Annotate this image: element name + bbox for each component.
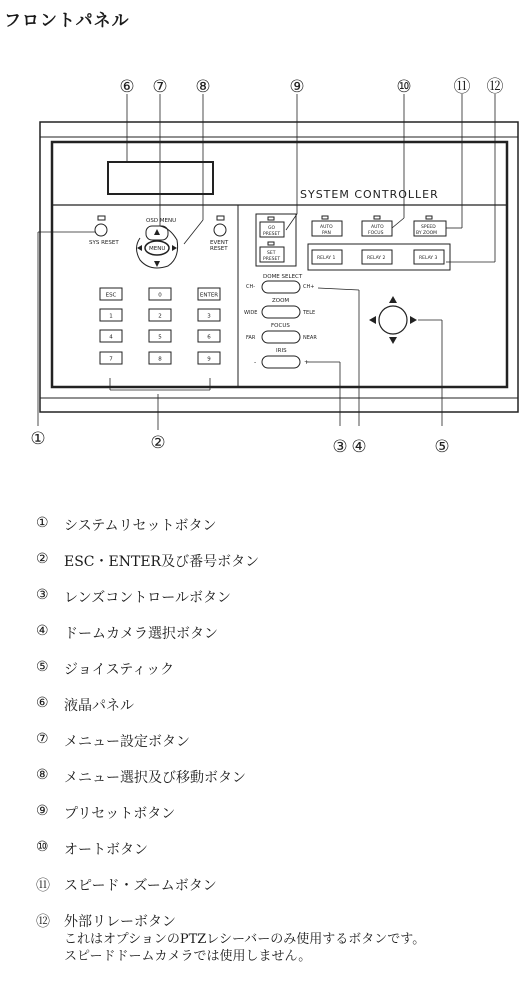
- legend-item-12: ⑫ 外部リレーボタン これはオプションのPTZレシーバーのみ使用するボタンです。 スピードドームカメラでは使用しません。: [36, 914, 426, 964]
- legend-item-11: ⑪ スピード・ズームボタン: [36, 878, 217, 894]
- relay2-label: RELAY 2: [367, 256, 386, 261]
- set-preset-label-1: SET: [267, 251, 276, 256]
- legend-item-9: ⑨ プリセットボタン: [36, 803, 176, 822]
- zoom-button[interactable]: [262, 306, 300, 318]
- callout-number: ⑫: [486, 77, 504, 97]
- callout-number: ⑨: [289, 77, 305, 97]
- wide-label: WIDE: [244, 310, 258, 316]
- key-label: 6: [207, 334, 211, 341]
- focus-button[interactable]: [262, 331, 300, 343]
- sys-reset-label: SYS RESET: [89, 240, 119, 246]
- event-reset-button[interactable]: [214, 224, 226, 236]
- osd-menu-label: OSD MENU: [146, 218, 177, 224]
- number-keypad: [100, 288, 220, 364]
- page-title: フロントパネル: [4, 11, 130, 31]
- auto-focus-label-2: FOCUS: [368, 231, 384, 236]
- lcd-panel: [108, 162, 213, 194]
- callout-number: ⑥: [119, 77, 135, 97]
- callouts: [30, 77, 503, 457]
- sys-reset-led: [98, 216, 105, 220]
- iris-button[interactable]: [262, 356, 300, 368]
- arrow-right-icon: [172, 245, 177, 251]
- panel-header-text: SYSTEM CONTROLLER: [300, 188, 439, 201]
- focus-label: FOCUS: [271, 323, 290, 329]
- callout-number: ③: [332, 437, 348, 457]
- speed-zoom-label-1: SPEED: [421, 225, 436, 230]
- legend-list: [36, 515, 516, 965]
- arrow-left-icon: [137, 245, 142, 251]
- legend-item-7: ⑦ メニュー設定ボタン: [36, 731, 190, 750]
- dome-select-button[interactable]: [262, 281, 300, 293]
- joystick-right-icon: [410, 316, 417, 324]
- key-label: ENTER: [199, 292, 219, 299]
- callout-number: ⑤: [434, 437, 450, 457]
- near-label: NEAR: [303, 335, 317, 341]
- event-led: [217, 216, 224, 220]
- speed-zoom-led: [426, 216, 432, 219]
- key-label: 9: [207, 356, 211, 363]
- sys-reset-button[interactable]: [95, 224, 107, 236]
- arrow-down-icon: [154, 261, 160, 267]
- relay3-label: RELAY 3: [419, 256, 438, 261]
- legend-item-12-note-2: スピードドームカメラでは使用しません。: [64, 949, 312, 964]
- key-label: ESC: [105, 292, 117, 299]
- legend-item-12-title: 外部リレーボタン: [64, 914, 176, 930]
- set-preset-led: [268, 242, 274, 245]
- legend-item-1: ① システムリセットボタン: [36, 515, 217, 534]
- key-label: 0: [158, 292, 162, 299]
- iris-plus-label: +: [304, 359, 310, 366]
- legend-item-2: ② ESC・ENTER及び番号ボタン: [36, 551, 260, 570]
- event-label: EVENT: [210, 240, 229, 246]
- ch-plus-label: CH+: [303, 284, 315, 290]
- arrow-up-icon: [154, 229, 160, 235]
- speed-zoom-label-2: BY ZOOM: [416, 231, 438, 236]
- legend-item-12-note-1: これはオプションのPTZレシーバーのみ使用するボタンです。: [64, 932, 426, 947]
- key-label: 3: [207, 313, 211, 320]
- legend-item-10: ⑩ オートボタン: [36, 839, 148, 858]
- dome-select-label: DOME SELECT: [263, 274, 303, 280]
- auto-focus-label-1: AUTO: [371, 225, 384, 230]
- key-label: 2: [158, 313, 162, 320]
- ch-minus-label: CH-: [246, 284, 256, 290]
- callout-number: ⑩: [396, 77, 412, 97]
- callout-number: ⑦: [152, 77, 168, 97]
- iris-minus-label: -: [254, 359, 257, 366]
- key-label: 7: [109, 356, 113, 363]
- callout-number: ②: [150, 433, 166, 453]
- legend-item-3: ③ レンズコントロールボタン: [36, 587, 231, 606]
- go-preset-label-2: PRESET: [263, 232, 281, 237]
- legend-item-8: ⑧ メニュー選択及び移動ボタン: [36, 767, 246, 786]
- callout-number: ⑧: [195, 77, 211, 97]
- set-preset-label-2: PRESET: [263, 257, 281, 262]
- callout-number: ①: [30, 429, 46, 449]
- joystick-up-icon: [389, 296, 397, 303]
- menu-button-label: MENU: [149, 246, 166, 252]
- far-label: FAR: [246, 335, 256, 341]
- key-label: 1: [109, 313, 113, 320]
- key-label: 5: [158, 334, 162, 341]
- legend-item-4: ④ ドームカメラ選択ボタン: [36, 623, 218, 642]
- key-label: 4: [109, 334, 113, 341]
- reset-label: RESET: [210, 246, 228, 252]
- callout-number: ④: [351, 437, 367, 457]
- go-preset-label-1: GO: [268, 226, 276, 231]
- auto-pan-label-2: PAN: [322, 231, 331, 236]
- auto-pan-led: [322, 216, 328, 219]
- legend-item-5: ⑤ ジョイスティック: [36, 659, 175, 678]
- auto-pan-label-1: AUTO: [320, 225, 333, 230]
- joystick[interactable]: [379, 306, 407, 334]
- legend-item-6: ⑥ 液晶パネル: [36, 695, 134, 714]
- auto-focus-led: [374, 216, 380, 219]
- zoom-label: ZOOM: [272, 298, 290, 304]
- key-label: 8: [158, 356, 162, 363]
- tele-label: TELE: [303, 310, 316, 316]
- callout-number: ⑪: [453, 77, 471, 97]
- relay1-label: RELAY 1: [317, 256, 336, 261]
- joystick-left-icon: [369, 316, 376, 324]
- joystick-down-icon: [389, 337, 397, 344]
- iris-label: IRIS: [276, 348, 287, 354]
- go-preset-led: [268, 217, 274, 220]
